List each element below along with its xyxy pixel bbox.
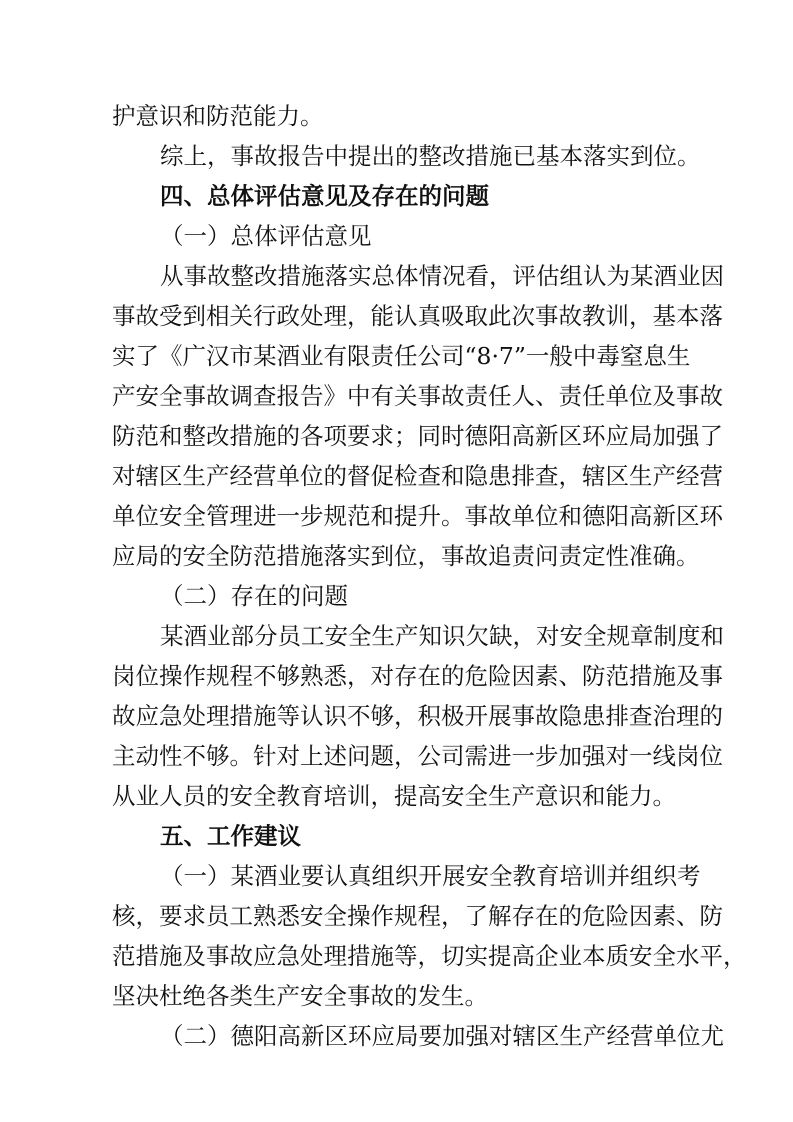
subsection-heading: （二）存在的问题 [160, 582, 348, 610]
paragraph-line: 实了《广汉市某酒业有限责任公司“8·7”一般中毒窒息生 [112, 342, 691, 370]
section-heading-5: 五、工作建议 [160, 822, 301, 850]
paragraph-line: （一）某酒业要认真组织开展安全教育培训并组织考 [160, 862, 701, 890]
paragraph-line: 岗位操作规程不够熟悉，对存在的危险因素、防范措施及事 [112, 662, 723, 690]
paragraph-line: 核，要求员工熟悉安全操作规程，了解存在的危险因素、防 [112, 902, 723, 930]
paragraph-line: 对辖区生产经营单位的督促检查和隐患排查，辖区生产经营 [112, 462, 723, 490]
paragraph-line: 坚决杜绝各类生产安全事故的发生。 [112, 982, 488, 1010]
paragraph-line: 防范和整改措施的各项要求；同时德阳高新区环应局加强了 [112, 422, 723, 450]
summary-line: 综上，事故报告中提出的整改措施已基本落实到位。 [160, 142, 701, 170]
paragraph-line: 事故受到相关行政处理，能认真吸取此次事故教训，基本落 [112, 302, 723, 330]
paragraph-line: 主动性不够。针对上述问题，公司需进一步加强对一线岗位 [112, 742, 723, 770]
paragraph-line: （二）德阳高新区环应局要加强对辖区生产经营单位尤 [160, 1022, 724, 1050]
subsection-heading: （一）总体评估意见 [160, 222, 372, 250]
paragraph-line: 应局的安全防范措施落实到位，事故追责问责定性准确。 [112, 542, 700, 570]
paragraph-line: 范措施及事故应急处理措施等，切实提高企业本质安全水平， [112, 942, 747, 970]
paragraph-line: 从业人员的安全教育培训，提高安全生产意识和能力。 [112, 782, 676, 810]
paragraph-line: 某酒业部分员工安全生产知识欠缺，对安全规章制度和 [160, 622, 724, 650]
paragraph-line: 单位安全管理进一步规范和提升。事故单位和德阳高新区环 [112, 502, 723, 530]
paragraph-line: 故应急处理措施等认识不够，积极开展事故隐患排查治理的 [112, 702, 723, 730]
paragraph-line: 从事故整改措施落实总体情况看，评估组认为某酒业因 [160, 262, 724, 290]
paragraph-line: 护意识和防范能力。 [112, 102, 324, 130]
paragraph-line: 产安全事故调查报告》中有关事故责任人、责任单位及事故 [112, 382, 723, 410]
section-heading-4: 四、总体评估意见及存在的问题 [160, 182, 489, 210]
